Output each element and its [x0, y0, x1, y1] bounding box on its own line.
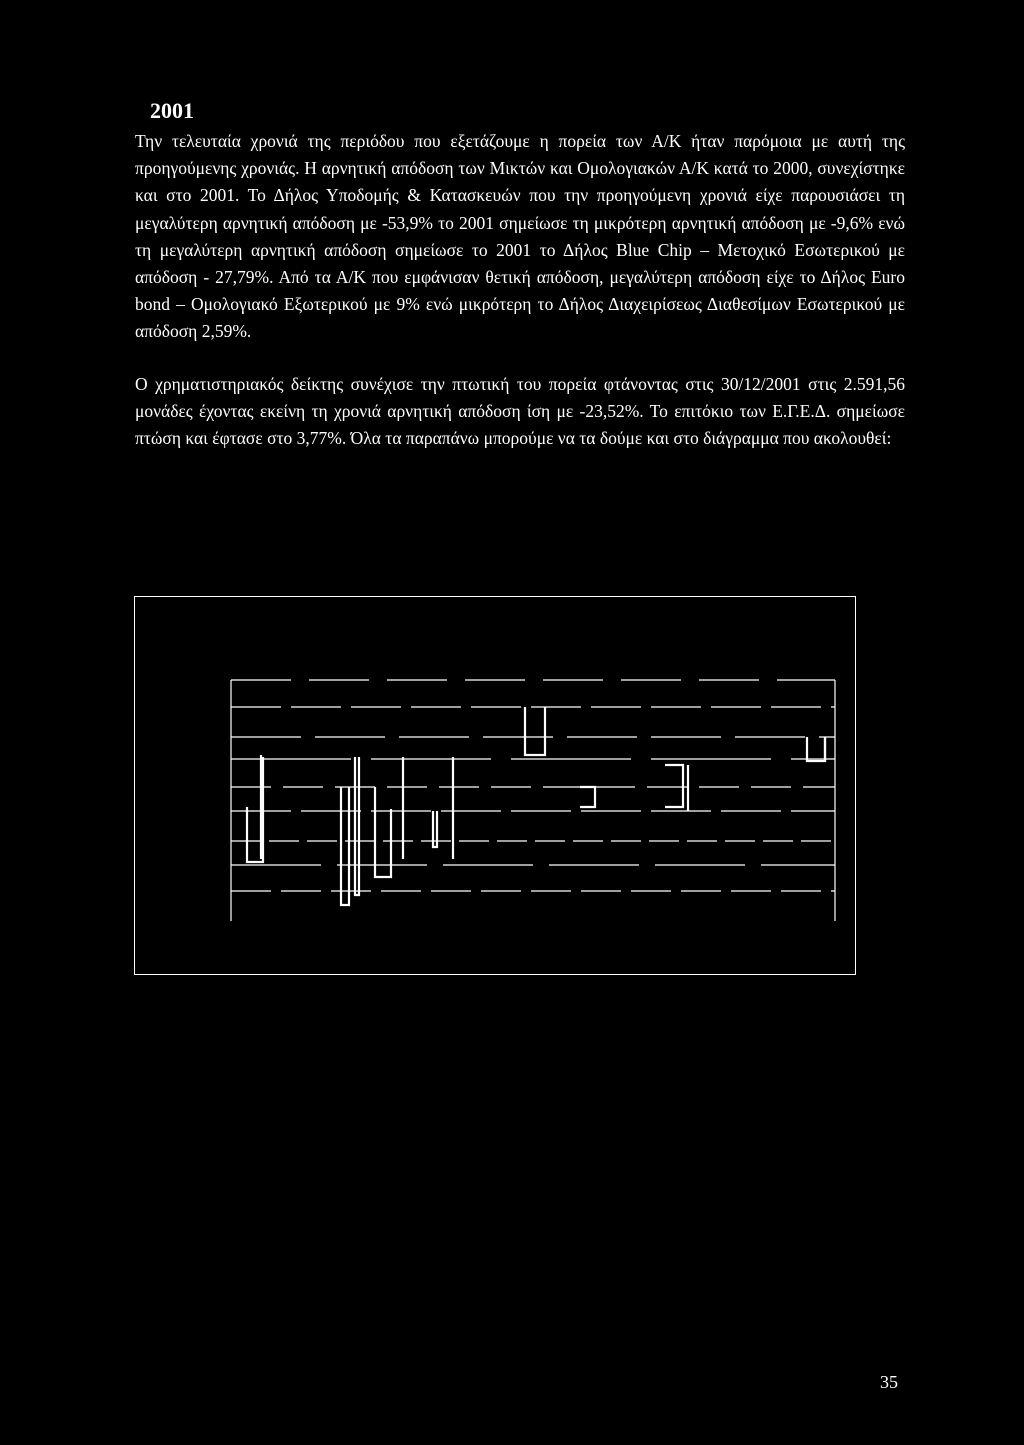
page-number: 35 [880, 1372, 898, 1392]
section-heading: 2001 [150, 98, 194, 123]
chart-figure [134, 596, 856, 975]
paragraph-market-index: Ο χρηματιστηριακός δείκτης συνέχισε την πτωτική του πορεία φτάνοντας στις 30/12/2001 στις 2.591,56 μονάδες έχοντας εκείνη τη χρονιά αρνητική απόδοση ίση με -23,52%. Το επιτόκιο των Ε.Γ.Ε.Δ. σημείωσε πτώση και έφτασε στο 3,77%. Όλα τα παραπάνω μπορούμε να τα δούμε και στο διάγραμμα που ακολουθεί: [135, 374, 905, 449]
bar-outline [341, 787, 349, 905]
paragraph-fund-returns: Την τελευταία χρονιά της περιόδου που εξετάζουμε η πορεία των Α/Κ ήταν παρόμοια με αυτή της προηγούμενης χρονιάς. Η αρνητική απόδοση των Μικτών και Ομολογιακών Α/Κ κατά το 2000, συνεχίστηκε και στο 2001. Το Δήλος Υποδομής & Κατασκευών που την προηγούμενη χρονιά είχε παρουσιάσει τη μεγαλύτερη αρνητική απόδοση με -53,9% το 2001 σημείωσε τη μικρότερη αρνητική απόδοση με -9,6% ενώ τη μεγαλύτερη αρνητική απόδοση σημείωσε το 2001 το Δήλος Blue Chip – Μετοχικό Εσωτερικού με απόδοση - 27,79%. Από τα Α/Κ που εμφάνισαν θετική απόδοση, μεγαλύτερη απόδοση είχε το Δήλος Euro bond – Ομολογιακό Εξωτερικού με 9% ενώ μικρότερη το Δήλος Διαχειρίσεως Διαθεσίμων Εσωτερικού με απόδοση 2,59%. [135, 131, 905, 342]
bar-outline [665, 765, 683, 807]
chart-graphic [135, 597, 857, 976]
bar-outline [355, 757, 359, 895]
bar-outline [525, 707, 545, 755]
bar-outline [375, 787, 391, 877]
bar-outline [580, 787, 595, 807]
bar-outline [807, 737, 825, 761]
